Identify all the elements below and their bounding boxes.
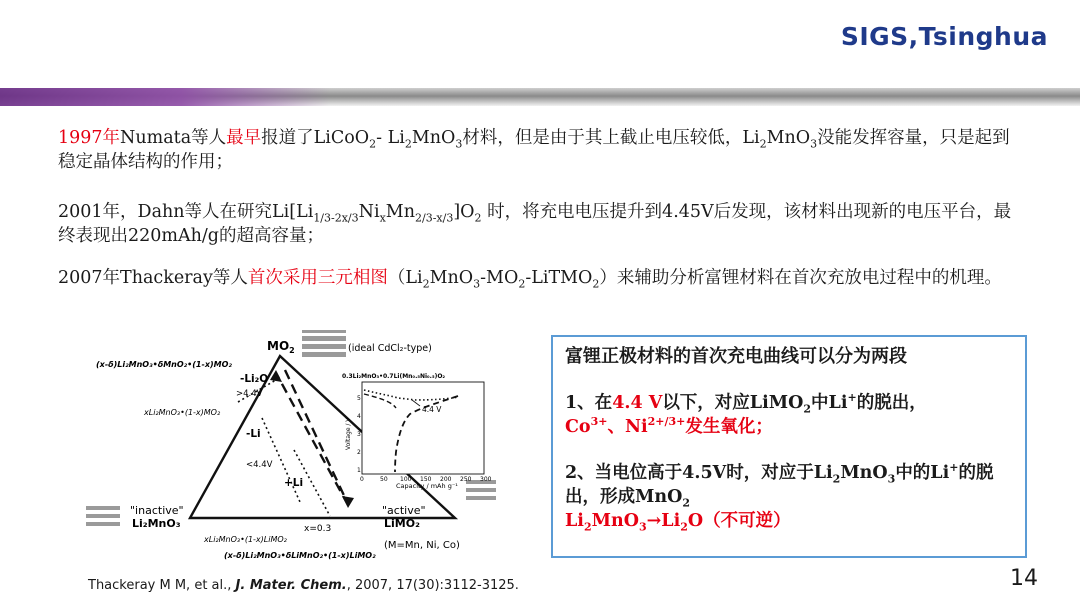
inset-y-ticks [357,395,361,474]
p2-text-b: Ni [358,202,380,222]
inset-y-tick: 2 [357,449,361,456]
p1-highlight: 最早 [226,128,262,148]
x-value-label: x=0.3 [304,524,332,534]
callout-text: 中的Li [895,463,950,483]
active-label: "active" [382,504,426,517]
paragraph-3 [58,266,1018,290]
apex-label: $MO_2$ [267,339,295,355]
p3-text-c: MnO [429,268,474,288]
inset-y-tick: 5 [357,395,361,402]
crystal-structure-icon [466,480,496,500]
phase-diagram-figure [80,330,500,570]
citation-journal: J. Mater. Chem. [235,578,347,593]
p2-sub: x [379,211,386,225]
inset-x-label: Capacity / mAh g⁻¹ [396,482,458,490]
p2-text-e: 时，将充电电压提升到4.45V后发现，该材料出现新的电压平台，最终表现出220mAh/g的超高容量； [58,202,1012,246]
p3-sub: 2 [518,277,526,291]
p1-sub: 2 [759,137,767,151]
p1-text-b: 报道了LiCoO [261,128,370,148]
inset-y-tick: 1 [357,467,361,474]
right-vertex-note: (M=Mn, Ni, Co) [384,540,460,551]
p1-sub: 3 [810,137,818,151]
brand-label: SIGS,Tsinghua [840,22,1048,51]
inset-title: 0.3Li₂MnO₃•0.7Li(Mn₀.₅Ni₀.₅)O₂ [342,373,446,380]
p1-year: 1997年 [58,128,121,148]
inset-y-tick: 4 [357,413,361,420]
bottom-formula-2: (x-δ)Li₂MnO₃•δLiMnO₂•(1-x)LiMO₂ [224,551,376,560]
inset-frame [362,382,484,474]
inset-y-tick: 3 [357,431,361,438]
minus-li2o-label: -Li₂O [240,373,269,385]
inset-x-tick: 250 [460,476,472,483]
p2-sub: 2 [474,211,482,225]
callout-sub: 3 [887,472,896,486]
inset-x-tick: 300 [480,476,492,483]
ternary-phase-diagram [80,330,500,570]
p2-sub: 1/3-2x/3 [313,211,359,225]
p1-sub: 2 [369,137,377,151]
minus-li-label: -Li [246,428,261,440]
callout-oxidation: $Co^{3+}$、$Ni^{2+/3+}$发生氧化； [565,415,773,437]
apex-note: (ideal CdCl₂-type) [348,343,432,354]
paragraph-1 [58,126,1018,174]
citation-details: , 2007, 17(30):3112-3125. [346,578,519,593]
inset-x-tick: 150 [420,476,432,483]
p3-text-a: 2007年Thackeray等人 [58,268,248,288]
callout-sup: + [847,391,857,405]
callout-reaction: $Li_2MnO_3\to Li_2O$（不可逆） [565,511,791,534]
p1-text-f: MnO [766,128,811,148]
p3-text-d: -MO [480,268,519,288]
voltage-capacity-inset [342,373,492,490]
p1-text-c: - Li [376,128,405,148]
page-number: 14 [1010,566,1038,591]
p1-text-e: 材料，但是由于其上截止电压较低，Li [462,128,760,148]
p3-text-b: （Li [387,268,423,288]
crystal-structure-icon [86,506,120,526]
inset-x-tick: 0 [360,476,364,483]
p1-text-g: 没能发挥容量，只是起到稳定晶体结构的作用； [58,128,1010,172]
callout-text: 以下，对应LiMO [662,393,804,413]
callout-sub: 2 [682,496,690,510]
callout-item-2 [565,461,1013,533]
p3-sub: 3 [473,277,481,291]
callout-voltage: 4.4 V [612,393,663,413]
left-formula: xLi₂MnO₃•(1-x)MO₂ [144,408,221,417]
inactive-label: "inactive" [130,504,184,517]
callout-text: 的脱出， [856,393,927,413]
p3-sub: 2 [592,277,600,291]
top-left-formula: (x-δ)Li₂MnO₃•δMnO₂•(1-x)MO₂ [96,360,232,369]
right-vertex-label: LiMO₂ [384,517,420,530]
p2-sub: 2/3-x/3 [414,211,454,225]
callout-text: 的脱出，形成MnO [565,463,994,507]
voltage-gt-label: >4.4V [236,389,263,399]
left-vertex-label: Li₂MnO₃ [132,517,181,530]
inset-x-tick: 50 [380,476,388,483]
p1-text-d: MnO [411,128,456,148]
callout-text: 中Li [811,393,848,413]
summary-callout [551,335,1027,558]
callout-title: 富锂正极材料的首次充电曲线可以分为两段 [565,346,907,367]
p3-sub: 2 [422,277,430,291]
arrow-head-icon [342,496,354,508]
callout-text: MnO [840,463,888,483]
p1-text-a: Numata等人 [120,128,227,148]
p2-text-c: Mn [385,202,415,222]
bottom-formula-1: xLi₂MnO₃•(1-x)LiMO₂ [204,535,287,544]
p2-text-a: 2001年，Dahn等人在研究Li[Li [58,202,314,222]
crystal-structure-icon [302,330,346,357]
p3-text-e: -LiTMO [525,268,593,288]
inset-y-label: Voltage / V [345,417,352,450]
p2-text-d: ]O [453,202,475,222]
citation-authors: Thackeray M M, et al., [88,578,236,593]
callout-text: 2、当电位高于4.5V时，对应于Li [565,463,833,483]
inset-x-tick: 200 [440,476,452,483]
p3-highlight: 首次采用三元相图 [247,268,388,288]
callout-item-1 [565,391,1013,439]
p1-sub: 3 [455,137,463,151]
callout-sub: 2 [832,472,841,486]
paragraph-2 [58,200,1018,248]
inset-annotation: 4.4 V [422,405,442,414]
plus-li-label: +Li [284,477,304,489]
p3-text-f: ）来辅助分析富锂材料在首次充放电过程中的机理。 [599,268,1002,288]
callout-sup: + [949,461,959,475]
header-divider [0,88,1080,106]
p1-sub: 2 [404,137,412,151]
callout-text: 1、在 [565,393,613,413]
citation [88,578,519,593]
voltage-lt-label: <4.4V [246,460,273,470]
callout-sub: 2 [803,402,812,416]
inset-x-tick: 100 [400,476,412,483]
